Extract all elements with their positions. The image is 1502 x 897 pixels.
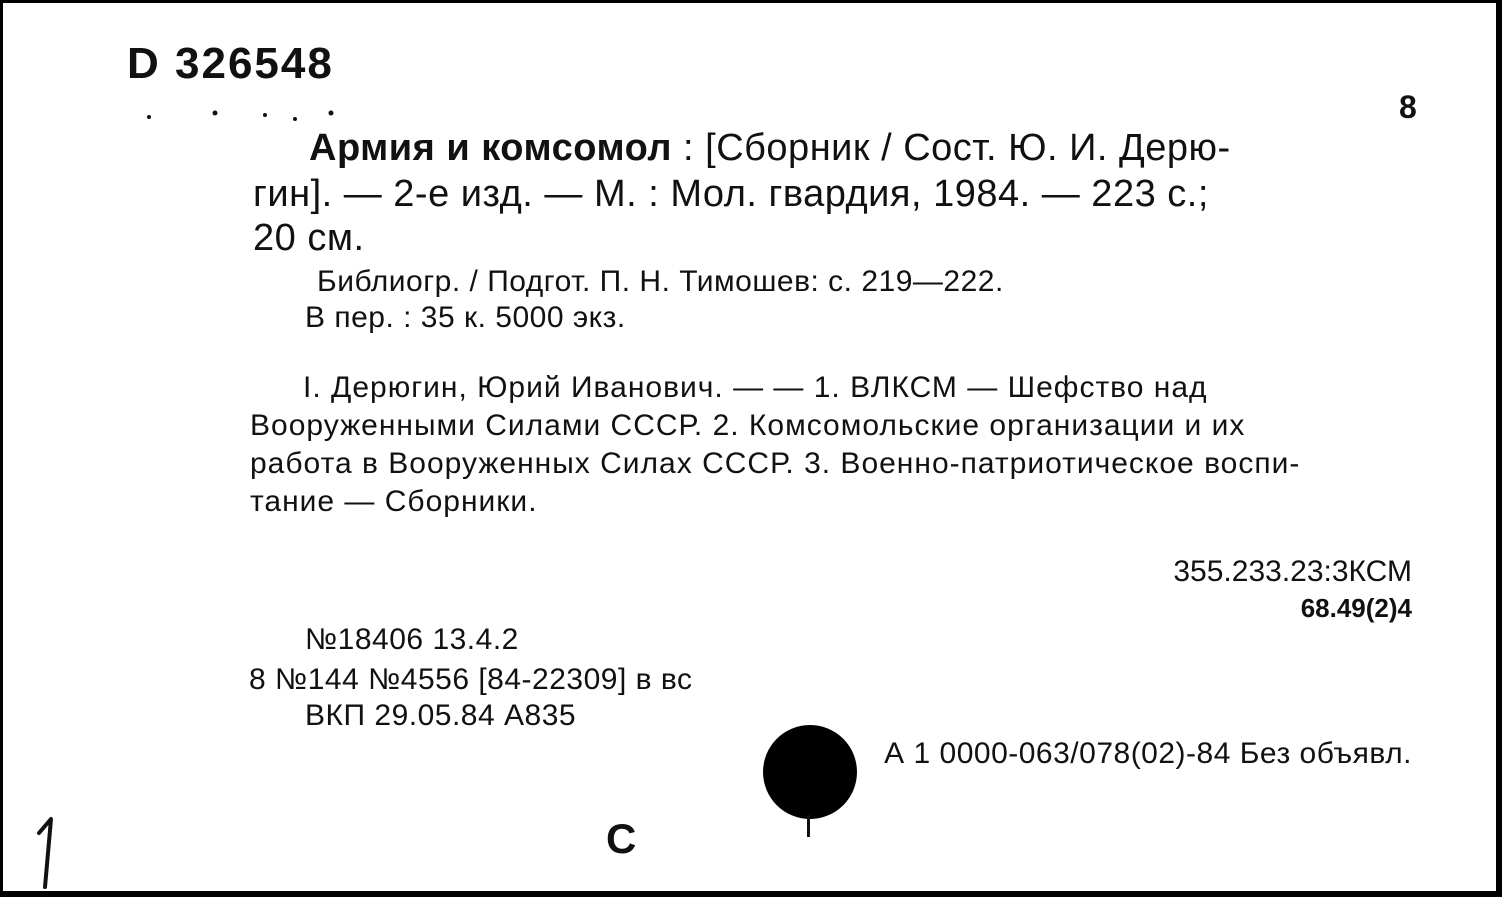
card-number: 8 (1399, 89, 1417, 125)
bibliography-note: Библиогр. / Подгот. П. Н. Тимошев: с. 219—222. (317, 265, 1004, 298)
title-line-1 (309, 127, 1231, 170)
title-line-3: 20 см. (253, 217, 365, 259)
book-title: Армия и комсомол (309, 127, 672, 169)
title-statement-rest: : [Сборник / Сост. Ю. И. Дерю- (671, 127, 1231, 169)
punch-hole-icon (763, 725, 857, 819)
record-line-1: №18406 13.4.2 (305, 623, 519, 656)
price-line: В пер. : 35 к. 5000 экз. (305, 301, 626, 334)
subject-line: Вооруженными Силами СССР. 2. Комсомольские организации и их (250, 409, 1246, 442)
handwritten-one-mark-icon (33, 811, 63, 891)
record-line-2: 8 №144 №4556 [84-22309] в вс (249, 663, 693, 696)
subject-line: I. Дерюгин, Юрий Иванович. — — 1. ВЛКСМ — Шефство над (303, 371, 1208, 404)
card-id: D 326548 (127, 39, 334, 88)
title-line-2: гин]. — 2-е изд. — М. : Мол. гвардия, 1984. — 223 с.; (253, 173, 1209, 215)
record-line-3: ВКП 29.05.84 А835 (305, 699, 577, 732)
subject-line: работа в Вооруженных Силах СССР. 3. Военно-патриотическое воспи- (250, 447, 1301, 480)
bottom-letter: С (606, 815, 637, 862)
isbn-line: А 1 0000-063/078(02)-84 Без объявл. (884, 737, 1412, 770)
subject-line: тание — Сборники. (250, 485, 538, 518)
classification-udc: 355.233.23:3КСМ (1173, 555, 1412, 588)
punch-tick (807, 815, 810, 837)
classification-bbk: 68.49(2)4 (1300, 593, 1412, 623)
speck-marks-icon (143, 99, 363, 129)
